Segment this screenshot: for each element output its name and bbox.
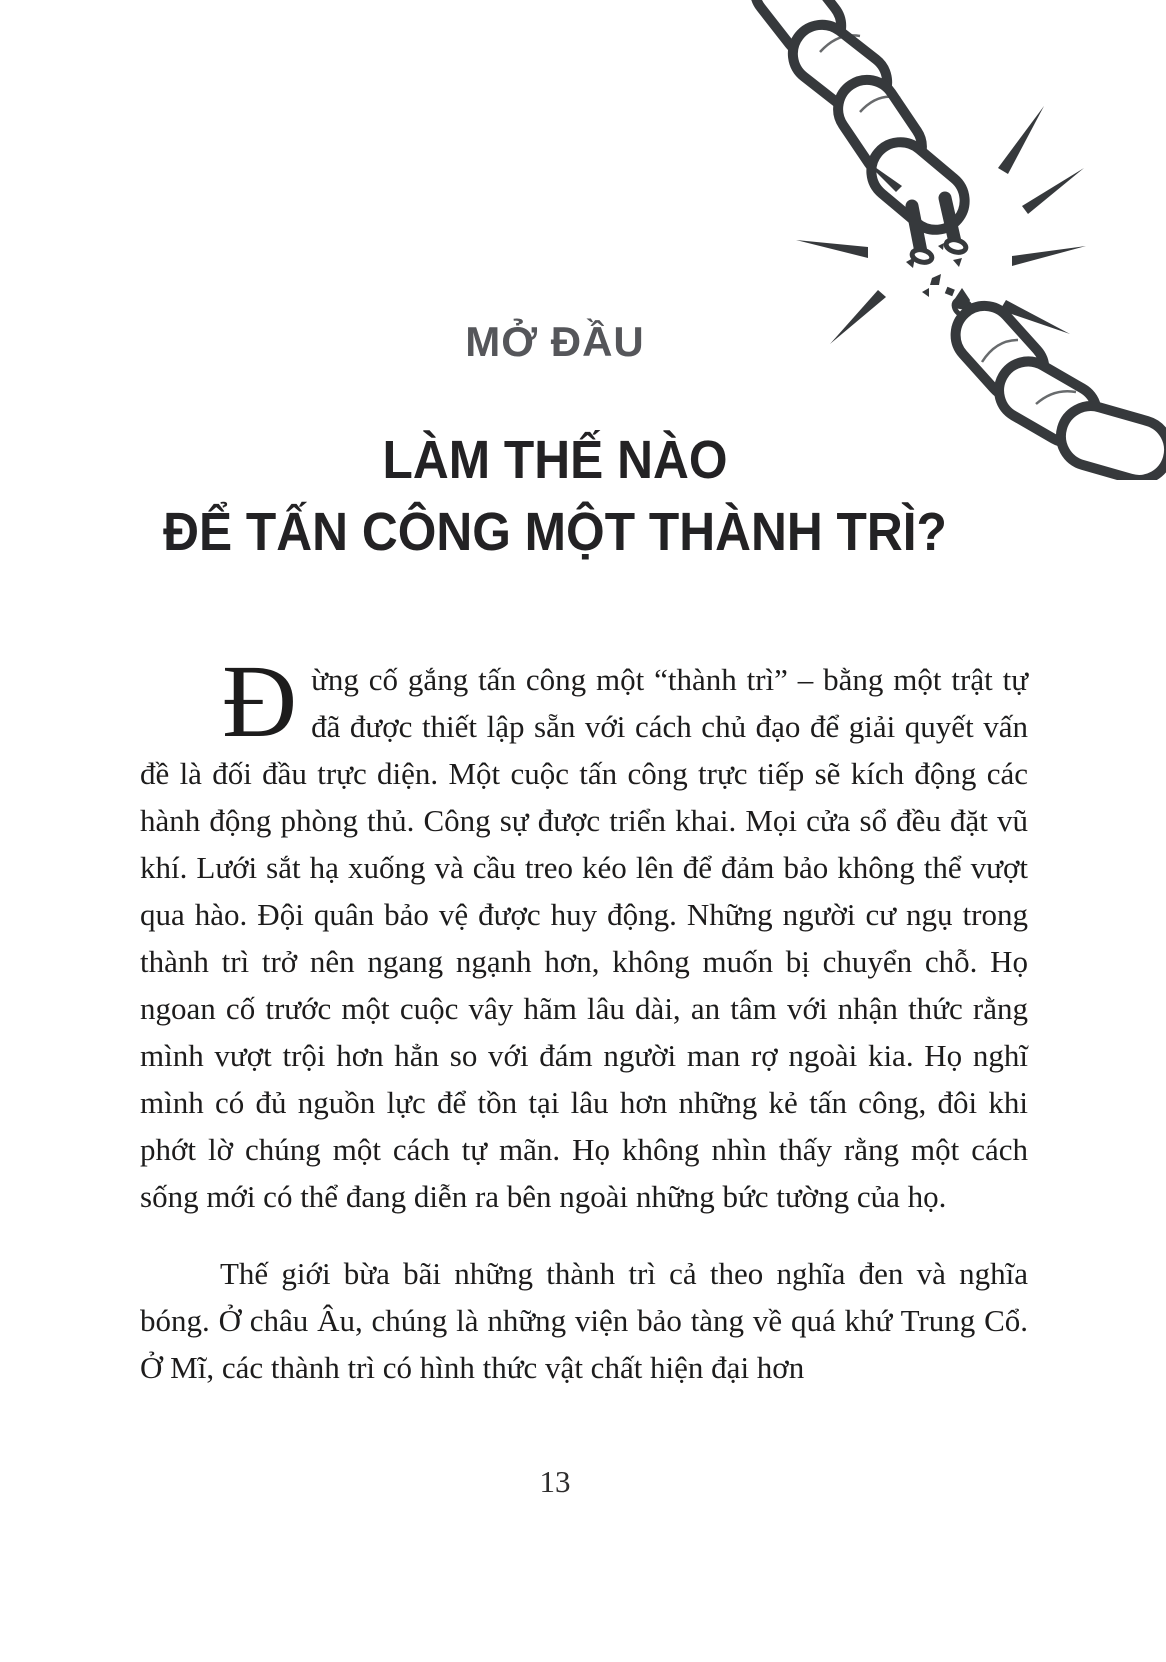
broken-chain-illustration [700, 0, 1166, 480]
body-text [140, 644, 1028, 1391]
body-paragraph-1 [140, 644, 1028, 1220]
paragraph-1-text: ừng cố gắng tấn công một “thành trì” – bằng một trật tự đã được thiết lập sẵn với cách chủ đạo để giải quyết vấn đề là đối đầu trực diện. Một cuộc tấn công trực tiếp sẽ kích động các hành động phòng thủ. Công sự được triển khai. Mọi cửa sổ đều đặt vũ khí. Lưới sắt hạ xuống và cầu treo kéo lên để đảm bảo không thể vượt qua hào. Đội quân bảo vệ được huy động. Những người cư ngụ trong thành trì trở nên ngang ngạnh hơn, không muốn bị chuyển chỗ. Họ ngoan cố trước một cuộc vây hãm lâu dài, an tâm với nhận thức rằng mình vượt trội hơn hẳn so với đám người man rợ ngoài kia. Họ nghĩ mình có đủ nguồn lực để tồn tại lâu hơn những kẻ tấn công, đôi khi phớt lờ chúng một cách tự mãn. Họ không nhìn thấy rằng một cách sống mới có thể đang diễn ra bên ngoài những bức tường của họ. [140, 662, 1028, 1214]
drop-cap: Đ [222, 644, 298, 759]
section-kicker: MỞ ĐẦU [465, 318, 645, 365]
chapter-title-line-2: ĐỂ TẤN CÔNG MỘT THÀNH TRÌ? [163, 502, 947, 562]
chapter-title [98, 424, 1012, 568]
body-paragraph-2: Thế giới bừa bãi những thành trì cả theo nghĩa đen và nghĩa bóng. Ở châu Âu, chúng là những viện bảo tàng về quá khứ Trung Cổ. Ở Mĩ, các thành trì có hình thức vật chất hiện đại hơn [140, 1256, 1028, 1385]
page-number: 13 [539, 1464, 571, 1499]
chapter-title-line-1: LÀM THẾ NÀO [382, 430, 728, 490]
